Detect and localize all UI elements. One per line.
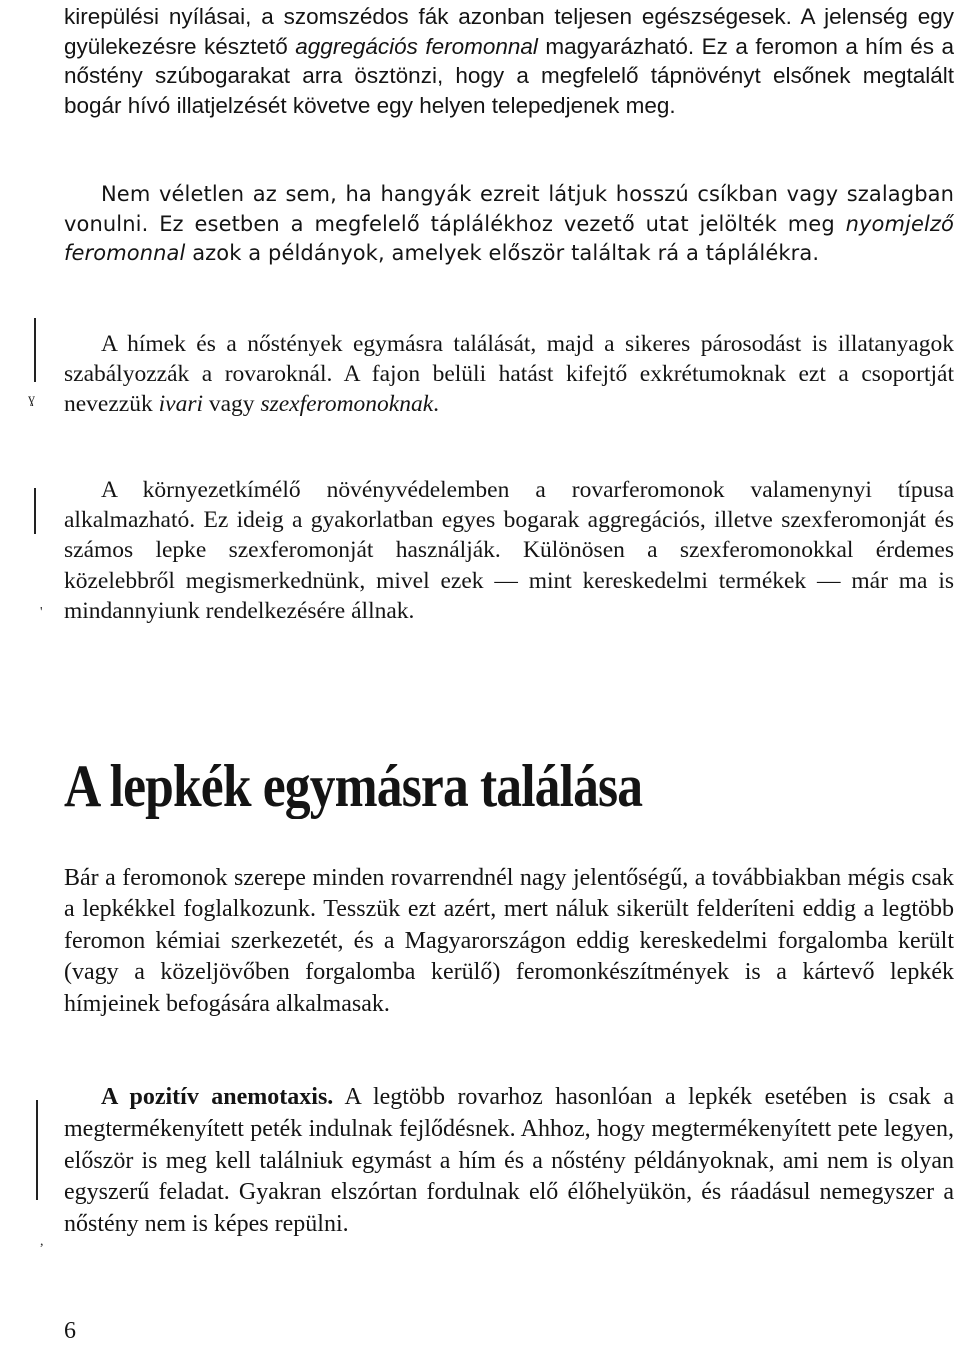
p1-text-a: kirepülési nyílásai, a szomszédos fák azonban teljesen egészségesek. A jelenség egy gyülekezésre késztető <box>64 4 954 59</box>
p3-italic-ivari: ivari <box>158 391 203 417</box>
margin-mark-2 <box>34 488 36 534</box>
p3-text-a: A hímek és a nőstények egymásra találását, majd a sikeres párosodást is illatanyagok szabályozzák a rovaroknál. A fajon belüli hatást kifejtő exkrétumoknak ezt a csoportját nevezzük <box>64 331 954 417</box>
p1-italic-term: aggregációs feromonnal <box>295 33 538 59</box>
section-heading: A lepkék egymásra találása <box>64 753 643 819</box>
p2-italic-term: nyomjelző feromonnal <box>64 211 954 265</box>
p4-text: A környezetkímélő növényvédelemben a rovarferomonok valamenynyi típusa alkalmazható. Ez ideig a gyakorlatban egyes bogarak aggregációs, illetve szexferomonját és számos lepke szexferomonját használják. Különösen a szexferomonokkal érdemes közelebbről megismerkednünk, mivel ezek — mint kereskedelmi termékek — már ma is mindannyiunk rendelkezésére állnak. <box>64 477 954 624</box>
paragraph-3 <box>64 329 954 419</box>
p1-text-b: magyarázható. Ez a feromon a hím és a nőstény szúbogarakat arra ösztönzi, hogy a megfelelő tápnövényt elsőnek megtalált bogár hívó illatjelzését követve egy helyen telepedjenek meg. <box>64 33 954 118</box>
paragraph-4 <box>64 475 954 626</box>
margin-tick-2: ' <box>40 605 43 620</box>
p2-text-a: Nem véletlen az sem, ha hangyák ezreit látjuk hosszú csíkban vagy szalagban vonulni. Ez esetben a megfelelő táplálékhoz vezető utat jelölték meg <box>64 182 954 236</box>
paragraph-2 <box>64 180 954 269</box>
p3-text-c: . <box>433 391 440 417</box>
margin-tick-3: , <box>40 1234 44 1249</box>
margin-tick-1: ɣ <box>28 392 35 407</box>
p5-text: Bár a feromonok szerepe minden rovarrendnél nagy jelentőségű, a továbbiakban mégis csak a lepkékkel foglalkozunk. Tesszük ezt azért, mert náluk sikerült felderíteni eddig a legtöbb feromon kémiai szerkezetét, és a Magyarországon eddig kereskedelmi forgalomba került (vagy a közeljövőben forgalomba kerülő) feromonkészítmények is a kártevő lepkék hímjeinek befogására alkalmasak. <box>64 865 954 1017</box>
paragraph-1 <box>64 2 954 120</box>
paragraph-5 <box>64 863 954 1020</box>
paragraph-6 <box>64 1082 954 1241</box>
p3-text-b: vagy <box>203 391 261 417</box>
margin-mark-3 <box>36 1100 38 1200</box>
runin-heading: A pozitív anemotaxis. <box>101 1084 334 1110</box>
p2-text-b: azok a példányok, amelyek először találtak rá a táplálékra. <box>185 241 820 265</box>
p6-text: A legtöbb rovarhoz hasonlóan a lepkék esetében is csak a megtermékenyített peték indulnak fejlődésnek. Ahhoz, hogy megtermékenyített pete legyen, először is meg kell találniuk egymást a hím és a nőstény példányoknak, ami nem is olyan egyszerű feladat. Gyakran elszórtan fordulnak elő élőhelyükön, és ráadásul nemegyszer a nőstény nem is képes repülni. <box>64 1084 955 1238</box>
p3-italic-szexferomon: szexferomonoknak <box>260 391 434 417</box>
margin-mark-1 <box>34 318 36 382</box>
page-number: 6 <box>64 1318 76 1344</box>
